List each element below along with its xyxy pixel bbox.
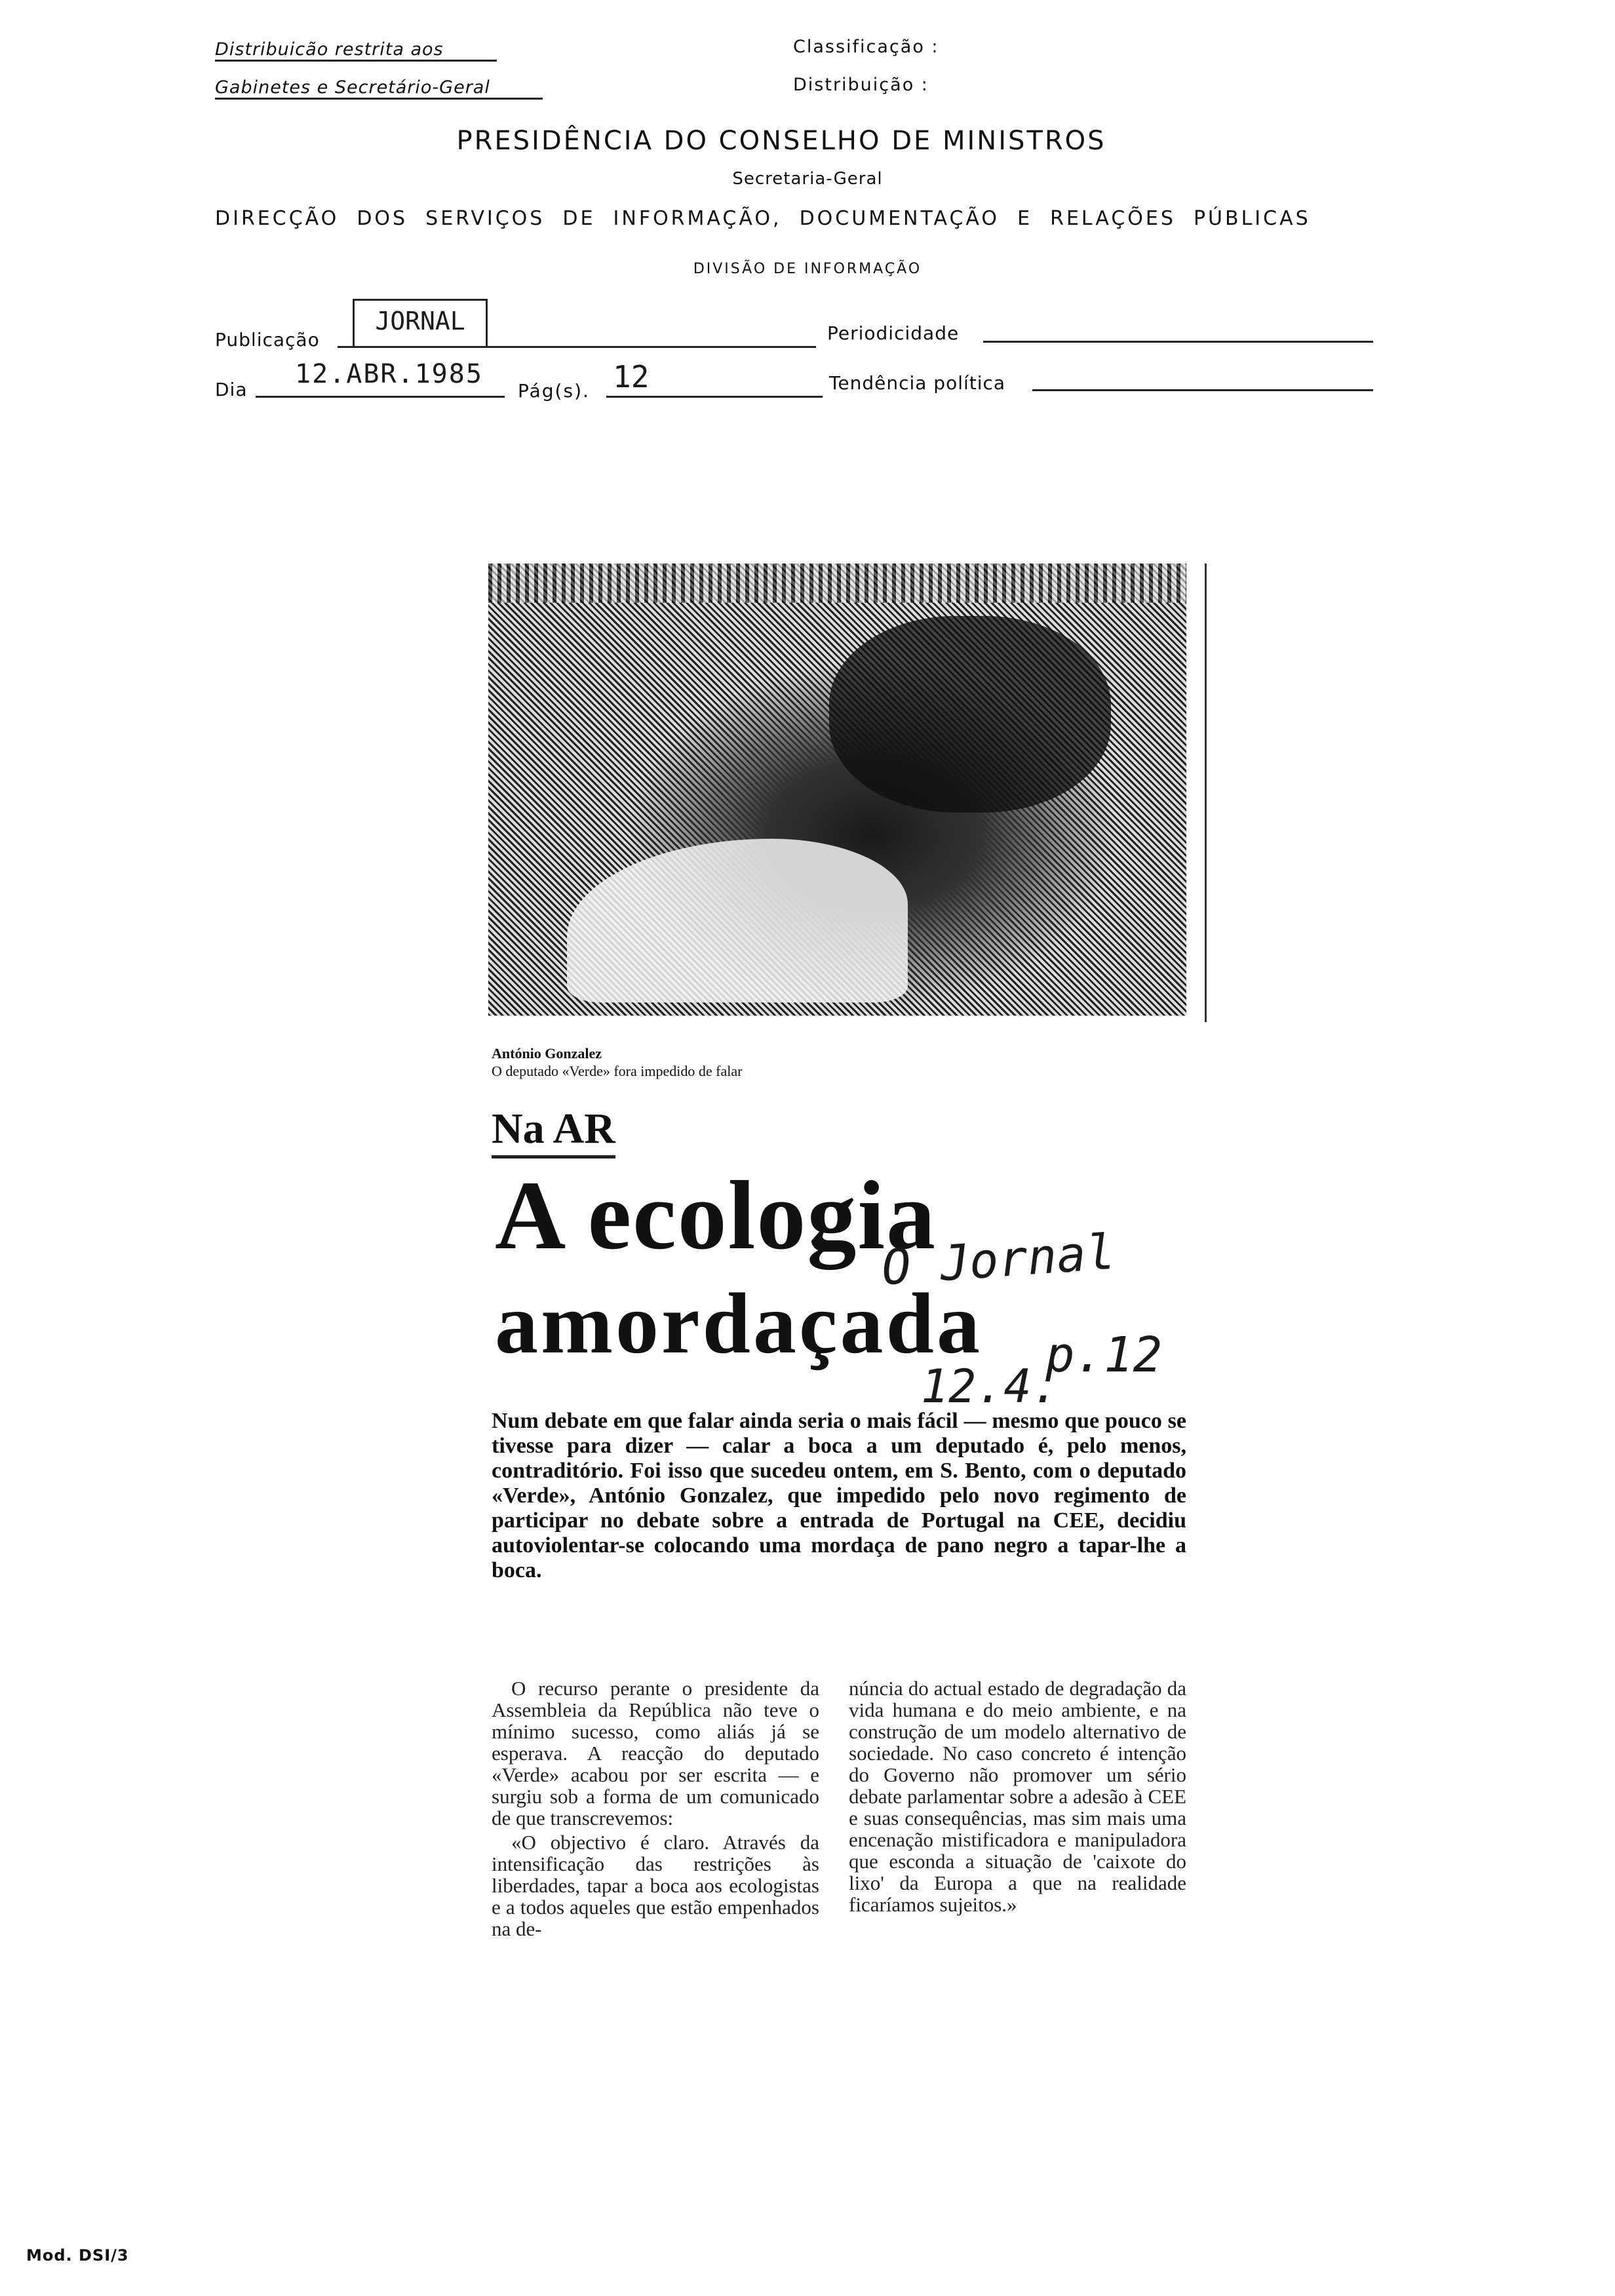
classification-label: Classificação : [793, 37, 939, 57]
periodicity-line [983, 341, 1373, 343]
day-label: Dia [215, 379, 248, 400]
division-line: DIVISÃO DE INFORMAÇÃO [693, 261, 922, 277]
article-photo [488, 564, 1186, 1016]
political-label: Tendência política [829, 372, 1006, 394]
distribution-label: Distribuição : [793, 75, 929, 95]
handwritten-date: 12.4. [921, 1360, 1059, 1413]
photo-credit: António Gonzalez [492, 1045, 602, 1062]
org-title: PRESIDÊNCIA DO CONSELHO DE MINISTROS [456, 126, 1106, 156]
political-line [1032, 389, 1373, 391]
restricted-line-2: Gabinetes e Secretário-Geral [215, 77, 543, 100]
handwritten-page: p.12 [1045, 1327, 1163, 1383]
photo-foreground [567, 839, 908, 1003]
headline-line-1: A ecologia [495, 1161, 937, 1270]
periodicity-label: Periodicidade [827, 322, 960, 344]
handwritten-source: O Jornal [880, 1223, 1117, 1297]
form-code: Mod. DSI/3 [26, 2246, 129, 2265]
pages-handwritten: 12 [613, 359, 650, 394]
section-label: Na AR [492, 1104, 615, 1158]
direction-line: DIRECÇÃO DOS SERVIÇOS DE INFORMAÇÃO, DOCUMENTAÇÃO E RELAÇÕES PÚBLICAS [215, 207, 1311, 230]
col1-paragraph-1: O recurso perante o presidente da Assembleia da República não teve o mínimo sucesso, como aliás já se esperava. A reacção do deputado «Verde» acabou por ser escrita — e surgiu sob a forma de um comunicado de que transcrevemos: [492, 1677, 819, 1829]
photo-top-texture [488, 564, 1186, 603]
day-line [256, 396, 505, 398]
photo-figure [829, 616, 1111, 813]
pages-label: Pág(s). [518, 380, 590, 402]
column-rule [1205, 564, 1207, 1022]
pages-line [606, 396, 823, 398]
col1-paragraph-2: «O objectivo é claro. Através da intensificação das restrições às liberdades, tapar a boca aos ecologistas e a todos aqueles que estão empenhados na de- [492, 1831, 819, 1940]
col2-paragraph-1: núncia do actual estado de degradação da vida humana e do meio ambiente, e na construção de um modelo alternativo de sociedade. No caso concreto é intenção do Governo não promover um sério debate parlamentar sobre a adesão à CEE e suas consequências, mas sim mais uma encenação mistificadora e manipuladora que esconda a situação de 'caixote do lixo' da Europa a que na realidade ficaríamos sujeitos.» [849, 1677, 1186, 1916]
restricted-line-1: Distribuicão restrita aos [215, 39, 497, 62]
lead-paragraph: Num debate em que falar ainda seria o mais fácil — mesmo que pouco se tivesse para dizer — calar a boca a um deputado é, pelo menos, contraditório. Foi isso que sucedeu ontem, em S. Bento, com o deputado «Verde», António Gonzalez, que impedido pelo novo regimento de participar no debate sobre a entrada de Portugal na CEE, decidiu autoviolentar-se colocando uma mordaça de pano negro a tapar-lhe a boca. [492, 1409, 1186, 1582]
body-column-1 [492, 1677, 819, 1942]
body-column-2 [849, 1677, 1186, 1918]
publication-label: Publicação [215, 329, 320, 351]
photo-caption: O deputado «Verde» fora impedido de falar [492, 1063, 743, 1079]
org-subtitle: Secretaria-Geral [732, 169, 883, 189]
publication-stamp: JORNAL [353, 299, 488, 347]
day-stamp: 12.ABR.1985 [295, 359, 483, 389]
headline-line-2: amordaçada [495, 1275, 983, 1371]
